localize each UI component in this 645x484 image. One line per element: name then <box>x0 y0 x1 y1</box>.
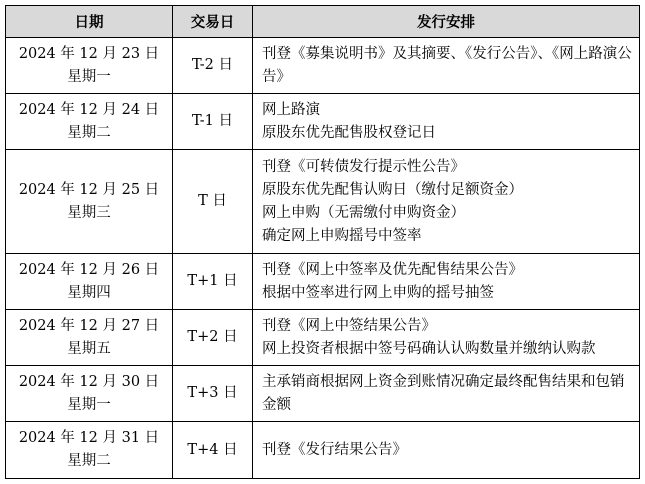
table-body <box>6 38 640 479</box>
date-text: 2024 年 12 月 30 日 <box>18 373 160 390</box>
arrangement-cell <box>253 422 640 479</box>
weekday-text: 星期二 <box>67 124 111 141</box>
date-text: 2024 年 12 月 23 日 <box>18 45 160 62</box>
trade-day-cell: T-2 日 <box>173 38 253 94</box>
arrangement-item: 主承销商根据网上资金到账情况确定最终配售结果和包销金额 <box>262 373 625 413</box>
arrangement-cell <box>253 254 640 310</box>
arrangement-item: 网上路演 <box>262 101 320 118</box>
issuance-schedule-table <box>5 5 640 479</box>
arrangement-item: 刊登《募集说明书》及其摘要、《发行公告》、《网上路演公告》 <box>262 45 632 85</box>
arrangement-cell <box>253 366 640 422</box>
arrangement-item: 原股东优先配售认购日（缴付足额资金） <box>262 181 523 198</box>
arrangement-item: 刊登《可转债发行提示性公告》 <box>262 158 465 175</box>
arrangement-item: 网上投资者根据中签号码确认认购数量并缴纳认购款 <box>262 340 596 357</box>
date-cell <box>6 310 173 366</box>
arrangement-item: 原股东优先配售股权登记日 <box>262 124 436 141</box>
date-text: 2024 年 12 月 26 日 <box>18 261 160 278</box>
date-cell <box>6 38 173 94</box>
table-row <box>6 38 640 94</box>
trade-day-cell: T-1 日 <box>173 94 253 150</box>
arrangement-item: 网上申购（无需缴付申购资金） <box>262 204 465 221</box>
date-text: 2024 年 12 月 24 日 <box>18 101 160 118</box>
table-row <box>6 150 640 254</box>
date-text: 2024 年 12 月 27 日 <box>18 317 160 334</box>
weekday-text: 星期四 <box>67 284 111 301</box>
arrangement-item: 刊登《发行结果公告》 <box>262 441 407 458</box>
arrangement-item: 刊登《网上中签率及优先配售结果公告》 <box>262 261 523 278</box>
weekday-text: 星期一 <box>67 68 111 85</box>
trade-day-cell: T+2 日 <box>173 310 253 366</box>
arrangement-item: 根据中签率进行网上申购的摇号抽签 <box>262 284 494 301</box>
arrangement-cell <box>253 150 640 254</box>
table-row <box>6 366 640 422</box>
header-arrangement: 发行安排 <box>253 6 640 38</box>
date-text: 2024 年 12 月 25 日 <box>18 181 160 198</box>
trade-day-cell: T+3 日 <box>173 366 253 422</box>
date-cell <box>6 254 173 310</box>
table-header-row <box>6 6 640 38</box>
weekday-text: 星期五 <box>67 340 111 357</box>
trade-day-cell: T+4 日 <box>173 422 253 479</box>
date-cell <box>6 94 173 150</box>
weekday-text: 星期二 <box>67 453 111 469</box>
date-cell <box>6 150 173 254</box>
weekday-text: 星期一 <box>67 396 111 413</box>
table-row <box>6 94 640 150</box>
date-cell <box>6 422 173 479</box>
arrangement-item: 确定网上申购摇号中签率 <box>262 227 422 244</box>
trade-day-cell: T+1 日 <box>173 254 253 310</box>
trade-day-cell: T 日 <box>173 150 253 254</box>
table-row <box>6 310 640 366</box>
arrangement-cell <box>253 94 640 150</box>
date-text: 2024 年 12 月 31 日 <box>18 430 160 446</box>
table-row <box>6 254 640 310</box>
arrangement-cell <box>253 38 640 94</box>
header-trade-day: 交易日 <box>173 6 253 38</box>
table-row <box>6 422 640 479</box>
header-date: 日期 <box>6 6 173 38</box>
arrangement-item: 刊登《网上中签结果公告》 <box>262 317 436 334</box>
date-cell <box>6 366 173 422</box>
arrangement-cell <box>253 310 640 366</box>
weekday-text: 星期三 <box>67 204 111 221</box>
